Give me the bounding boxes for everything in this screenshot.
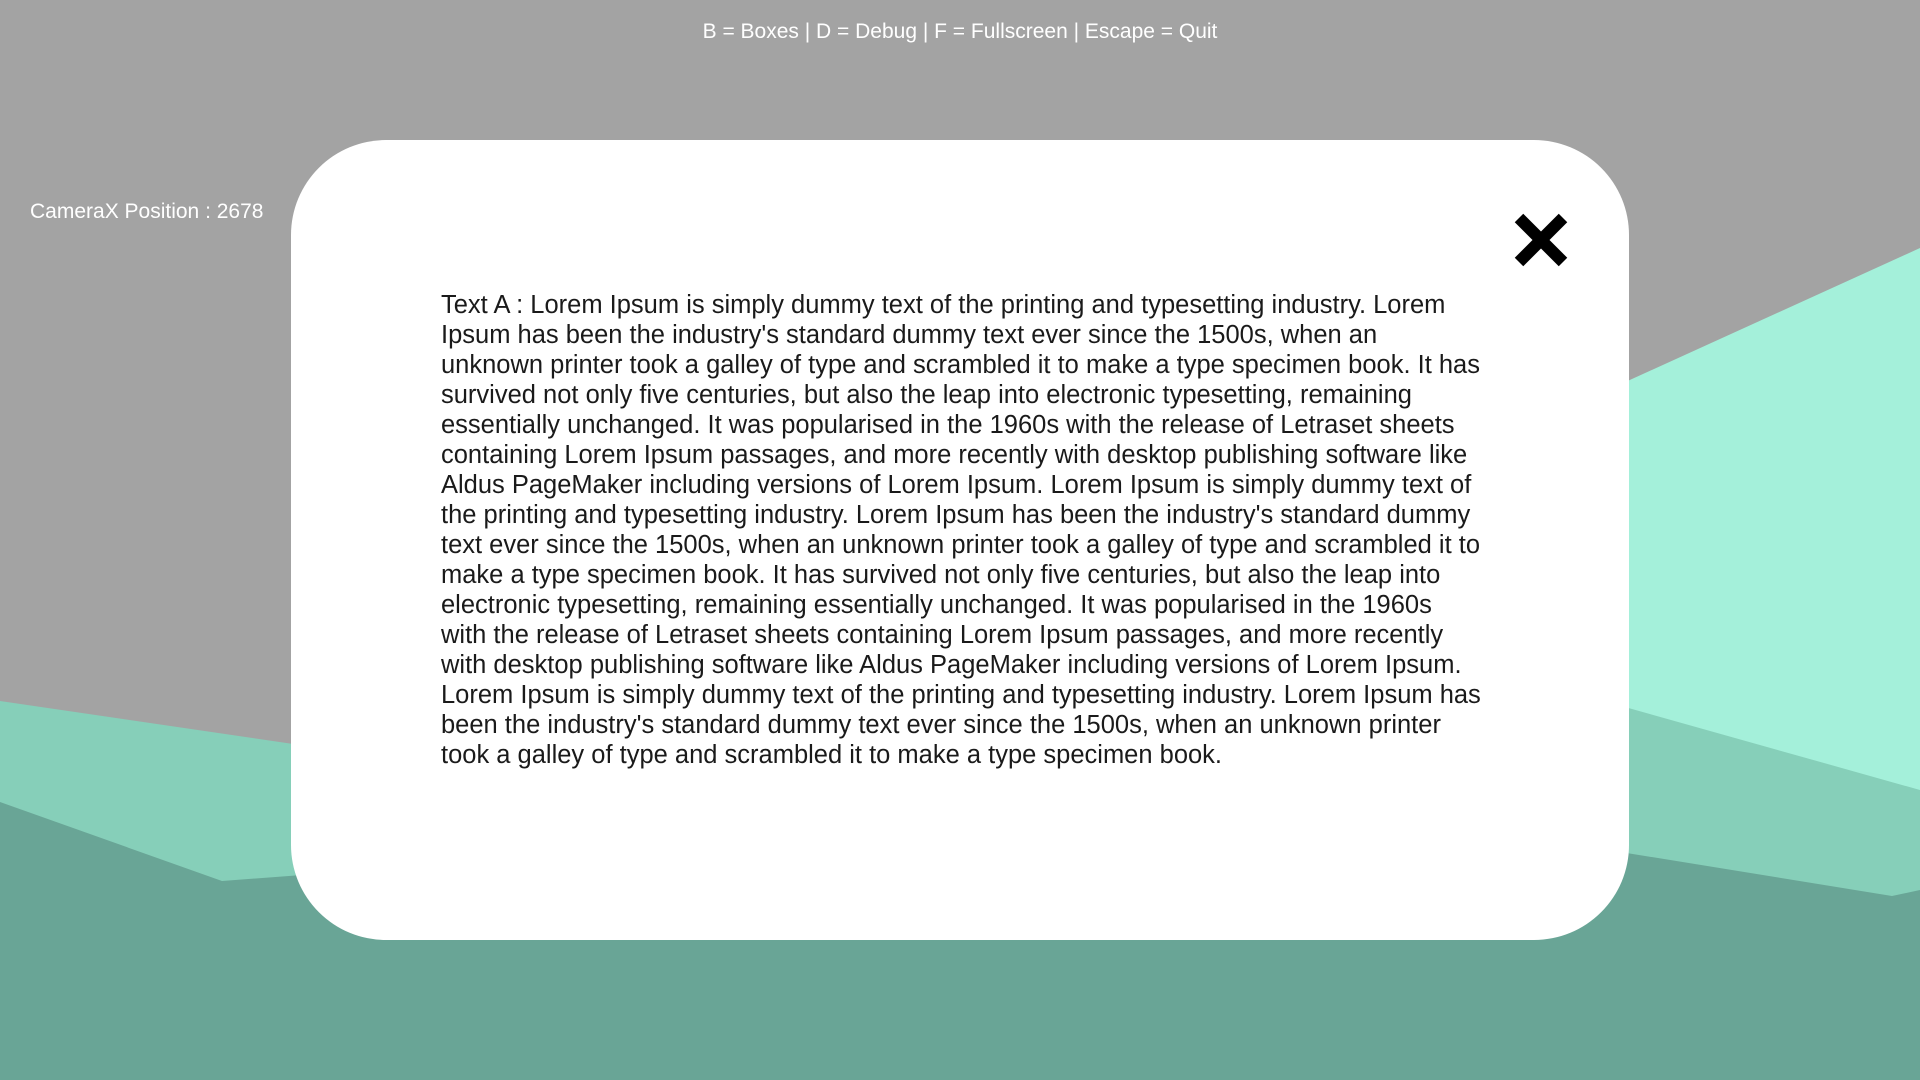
camera-position-label: CameraX Position : <box>30 200 217 223</box>
dialog-body-text: Text A : Lorem Ipsum is simply dummy text of the printing and typesetting industry. Lorem Ipsum has been the industry's standard dummy text ever since the 1500s, when an unknown printer took a galley of type and scrambled it to make a type specimen book. It has survived not only five centuries, but also the leap into electronic typesetting, remaining essentially unchanged. It was popularised in the 1960s with the release of Letraset sheets containing Lorem Ipsum passages, and more recently with desktop publishing software like Aldus PageMaker including versions of Lorem Ipsum. Lorem Ipsum is simply dummy text of the printing and typesetting industry. Lorem Ipsum has been the industry's standard dummy text ever since the 1500s, when an unknown printer took a galley of type and scrambled it to make a type specimen book. It has survived not only five centuries, but also the leap into electronic typesetting, remaining essentially unchanged. It was popularised in the 1960s with the release of Letraset sheets containing Lorem Ipsum passages, and more recently with desktop publishing software like Aldus PageMaker including versions of Lorem Ipsum. Lorem Ipsum is simply dummy text of the printing and typesetting industry. Lorem Ipsum has been the industry's standard dummy text ever since the 1500s, when an unknown printer took a galley of type and scrambled it to make a type specimen book. <box>441 291 1481 769</box>
camera-position-readout <box>30 200 263 224</box>
controls-hint: B = Boxes | D = Debug | F = Fullscreen | Escape = Quit <box>702 20 1218 43</box>
close-icon <box>1505 204 1577 276</box>
camera-position-value: 2678 <box>216 200 264 223</box>
close-button[interactable] <box>1505 204 1577 276</box>
text-dialog <box>291 140 1629 940</box>
